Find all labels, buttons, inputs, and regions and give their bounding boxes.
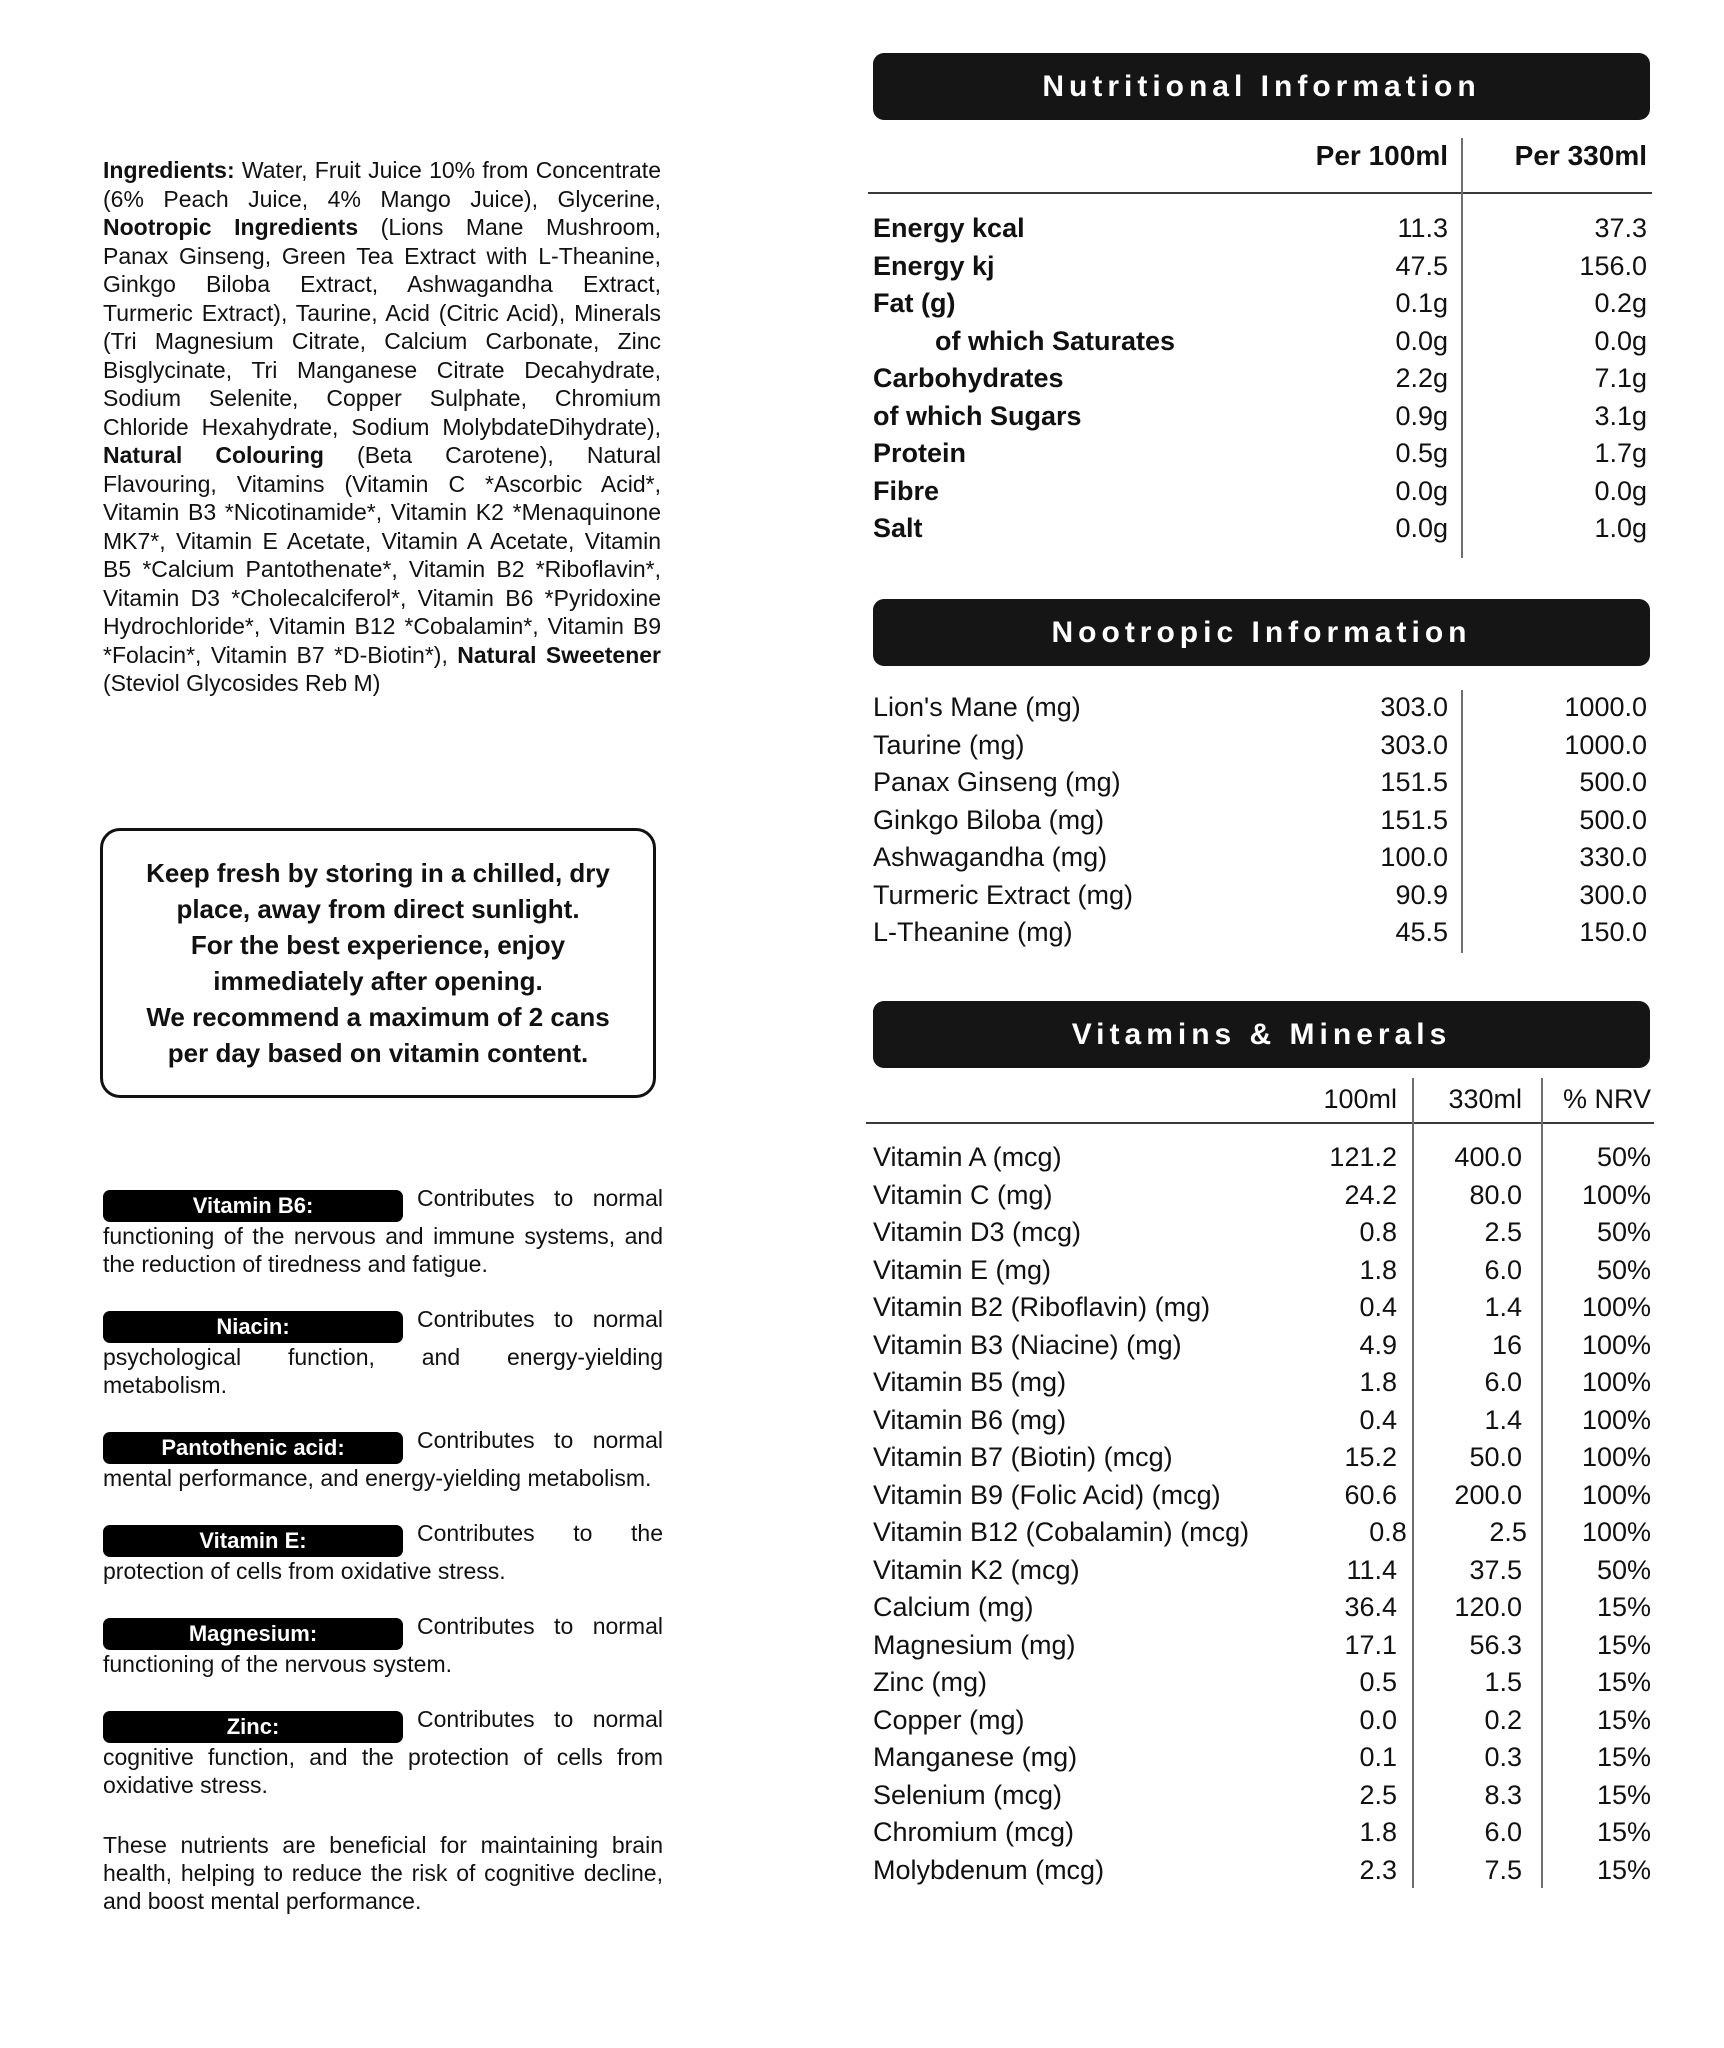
nutrient-label: of which Saturates <box>935 325 1176 356</box>
table-row <box>873 1439 1653 1477</box>
col-header-per-100ml: Per 100ml <box>1315 140 1448 171</box>
vitamin-label: Vitamin D3 (mcg) <box>873 1217 1082 1247</box>
nrv-value: 15% <box>1596 1742 1651 1772</box>
storage-notice-line: Keep fresh by storing in a chilled, dry place, away from direct sunlight. <box>146 858 610 924</box>
benefit-label: Vitamin E: <box>103 1525 403 1557</box>
nrv-value: 50% <box>1596 1217 1651 1247</box>
benefit-text: Contributes to normal cognitive function, and the protection of cells from oxidative stress. <box>103 1706 663 1798</box>
col-header-per-330ml: Per 330ml <box>1514 140 1647 171</box>
benefit-item-pantothenic-acid <box>103 1426 663 1492</box>
nootropic-label: Turmeric Extract (mg) <box>873 879 1134 910</box>
mineral-label: Selenium (mcg) <box>873 1779 1063 1810</box>
per-100ml-value: 1.8 <box>1359 1367 1397 1397</box>
benefit-label: Pantothenic acid: <box>103 1432 403 1464</box>
per-100ml-value: 303.0 <box>1380 729 1448 760</box>
vitamins-minerals-title-bar <box>873 1001 1650 1068</box>
mineral-label: Manganese (mg) <box>873 1742 1078 1772</box>
table-row <box>873 1739 1653 1777</box>
nutrient-label: Fibre <box>873 475 940 506</box>
per-330ml-value: 1.4 <box>1484 1292 1522 1322</box>
nrv-value: 15% <box>1596 1629 1651 1660</box>
nootropic-label: Taurine (mg) <box>873 729 1025 760</box>
benefit-item-niacin <box>103 1305 663 1399</box>
benefit-text: Contributes to normal functioning of the nervous and immune systems, and the reduction of tiredness and fatigue. <box>103 1185 663 1277</box>
nutrition-title: Nutritional Information <box>1042 69 1481 103</box>
vitamins-minerals-title: Vitamins & Minerals <box>1071 1017 1452 1051</box>
nrv-value: 50% <box>1596 1142 1651 1172</box>
nrv-value: 100% <box>1581 1404 1651 1435</box>
per-100ml-value: 47.5 <box>1395 250 1448 281</box>
per-100ml-value: 121.2 <box>1329 1142 1397 1172</box>
per-100ml-value: 45.5 <box>1395 917 1448 947</box>
nootropic-label: Ashwagandha (mg) <box>873 842 1108 872</box>
ingredients-text: Water, Fruit Juice 10% from Concentrate (6% Peach Juice, 4% Mango Juice), Glycerine, <box>103 157 661 212</box>
table-row <box>873 435 1650 473</box>
nutrition-table <box>873 210 1650 548</box>
vitamin-label: Vitamin C (mg) <box>873 1179 1053 1210</box>
nrv-value: 15% <box>1596 1817 1651 1847</box>
benefit-label: Vitamin B6: <box>103 1190 403 1222</box>
per-330ml-value: 6.0 <box>1484 1367 1522 1397</box>
table-row <box>873 1664 1653 1702</box>
per-100ml-value: 151.5 <box>1380 767 1448 797</box>
per-330ml-value: 16 <box>1491 1329 1522 1360</box>
per-100ml-value: 0.1 <box>1359 1742 1397 1772</box>
nutrient-label: Energy kcal <box>873 213 1025 243</box>
nootropic-ingredients-heading: Nootropic Ingredients <box>103 214 359 240</box>
per-330ml-value: 500.0 <box>1579 767 1647 797</box>
per-330ml-value: 1.7g <box>1594 438 1647 468</box>
vitamins-column-headers <box>873 1078 1653 1120</box>
table-row <box>873 1364 1653 1402</box>
table-row <box>873 1589 1653 1627</box>
per-100ml-value: 0.1g <box>1395 288 1448 318</box>
table-row <box>873 248 1650 286</box>
vitamin-label: Vitamin B6 (mg) <box>873 1404 1067 1435</box>
nootropic-title: Nootropic Information <box>1051 615 1472 649</box>
table-row <box>873 1627 1653 1665</box>
benefit-text: Contributes to normal functioning of the nervous system. <box>103 1613 663 1677</box>
table-row <box>873 1402 1653 1440</box>
per-330ml-value: 330.0 <box>1579 842 1647 872</box>
table-row <box>873 727 1650 765</box>
mineral-label: Copper (mg) <box>873 1704 1025 1735</box>
benefit-label: Zinc: <box>103 1711 403 1743</box>
per-330ml-value: 1000.0 <box>1564 729 1647 760</box>
nrv-value: 50% <box>1596 1554 1651 1585</box>
nootropic-label: Panax Ginseng (mg) <box>873 767 1121 797</box>
per-330ml-value: 3.1g <box>1594 400 1647 431</box>
per-330ml-value: 400.0 <box>1454 1142 1522 1172</box>
per-100ml-value: 11.4 <box>1346 1554 1397 1585</box>
table-row <box>873 1289 1653 1327</box>
per-100ml-value: 2.3 <box>1359 1854 1397 1885</box>
mineral-label: Zinc (mg) <box>873 1667 987 1697</box>
nrv-value: 100% <box>1581 1517 1652 1547</box>
table-row <box>873 914 1650 952</box>
table-row <box>873 1552 1653 1590</box>
per-330ml-value: 200.0 <box>1454 1479 1522 1510</box>
vitamin-label: Vitamin A (mcg) <box>873 1142 1062 1172</box>
per-330ml-value: 37.5 <box>1469 1554 1522 1585</box>
per-330ml-value: 1.4 <box>1484 1404 1522 1435</box>
per-330ml-value: 8.3 <box>1484 1779 1522 1810</box>
benefits-section <box>103 1184 663 1915</box>
per-100ml-value: 0.9g <box>1395 400 1448 431</box>
vitamins-minerals-table <box>873 1139 1653 1889</box>
table-row <box>873 1252 1653 1290</box>
benefit-text: Contributes to normal psychological function, and energy-yielding metabolism. <box>103 1306 663 1398</box>
per-100ml-value: 60.6 <box>1344 1479 1397 1510</box>
per-330ml-value: 2.5 <box>1484 1217 1522 1247</box>
per-100ml-value: 0.5g <box>1395 438 1448 468</box>
table-row <box>873 1327 1653 1365</box>
col-header-330ml: 330ml <box>1448 1084 1522 1114</box>
per-330ml-value: 0.2g <box>1594 288 1647 318</box>
ingredients-text: (Beta Carotene), Natural Flavouring, Vitamins (Vitamin C *Ascorbic Acid*, Vitamin B3 *Nicotinamide*, Vitamin K2 *Menaquinone MK7*, Vitamin E Acetate, Vitamin A Acetate, Vitamin B5 *Calcium Pantothenate*, Vitamin B2 *Riboflavin*, Vitamin D3 *Cholecalciferol*, Vitamin B6 *Pyridoxine Hydrochloride*, Vitamin B12 *Cobalamin*, Vitamin B9 *Folacin*, Vitamin B7 *D-Biotin*), <box>103 442 661 668</box>
table-row <box>873 802 1650 840</box>
benefit-text: Contributes to normal mental performance, and energy-yielding metabolism. <box>103 1427 663 1491</box>
per-330ml-value: 500.0 <box>1579 804 1647 835</box>
column-header-row <box>873 1078 1653 1120</box>
per-330ml-value: 7.1g <box>1594 363 1647 393</box>
nrv-value: 100% <box>1581 1479 1651 1510</box>
per-330ml-value: 0.2 <box>1484 1704 1522 1735</box>
nrv-value: 100% <box>1581 1292 1651 1322</box>
vitamin-label: Vitamin B7 (Biotin) (mcg) <box>873 1442 1173 1472</box>
per-330ml-value: 120.0 <box>1454 1592 1522 1622</box>
header-rule <box>866 1122 1654 1124</box>
per-100ml-value: 2.5 <box>1359 1779 1397 1810</box>
benefit-label: Magnesium: <box>103 1618 403 1650</box>
per-100ml-value: 2.2g <box>1395 363 1448 393</box>
storage-notice-line: We recommend a maximum of 2 cans per day based on vitamin content. <box>146 1002 610 1068</box>
benefit-text: Contributes to the protection of cells from oxidative stress. <box>103 1520 663 1584</box>
table-row <box>873 1814 1653 1852</box>
table-row <box>873 1177 1653 1215</box>
natural-sweetener-heading: Natural Sweetener <box>457 641 661 668</box>
table-row <box>873 473 1650 511</box>
per-100ml-value: 0.0g <box>1395 513 1448 543</box>
benefits-summary: These nutrients are beneficial for maintaining brain health, helping to reduce the risk of cognitive decline, and boost mental performance. <box>103 1832 663 1914</box>
per-330ml-value: 6.0 <box>1484 1817 1522 1847</box>
per-100ml-value: 151.5 <box>1380 804 1448 835</box>
header-rule <box>868 192 1652 194</box>
per-330ml-value: 37.3 <box>1594 213 1647 243</box>
vitamin-label: Vitamin K2 (mcg) <box>873 1554 1080 1585</box>
per-100ml-value: 1.8 <box>1359 1817 1397 1847</box>
table-row <box>873 1214 1653 1252</box>
per-100ml-value: 1.8 <box>1359 1254 1397 1285</box>
storage-notice-line: For the best experience, enjoy immediately after opening. <box>190 930 566 996</box>
per-330ml-value: 2.5 <box>1489 1517 1527 1547</box>
per-100ml-value: 0.4 <box>1359 1292 1397 1322</box>
nrv-value: 100% <box>1581 1442 1651 1472</box>
col-header-nrv: % NRV <box>1562 1084 1651 1114</box>
benefit-label: Niacin: <box>103 1311 403 1343</box>
mineral-label: Chromium (mcg) <box>873 1817 1075 1847</box>
table-row <box>873 210 1650 248</box>
per-330ml-value: 300.0 <box>1579 879 1647 910</box>
per-330ml-value: 0.3 <box>1484 1742 1522 1772</box>
ingredients-text: (Lions Mane Mushroom, Panax Ginseng, Green Tea Extract with L-Theanine, Ginkgo Biloba Extract, Ashwagandha Extract, Turmeric Extract), Taurine, Acid (Citric Acid), Minerals (Tri Magnesium Citrate, Calcium Carbonate, Zinc Bisglycinate, Tri Manganese Citrate Decahydrate, Sodium Selenite, Copper Sulphate, Chromium Chloride Hexahydrate, Sodium MolybdateDihydrate), <box>103 214 661 440</box>
benefit-item-zinc <box>103 1705 663 1799</box>
table-row <box>873 689 1650 727</box>
per-100ml-value: 0.8 <box>1369 1517 1407 1547</box>
per-100ml-value: 0.0g <box>1395 325 1448 356</box>
benefit-item-magnesium <box>103 1612 663 1678</box>
nrv-value: 15% <box>1596 1592 1651 1622</box>
per-330ml-value: 80.0 <box>1469 1179 1522 1210</box>
per-330ml-value: 1.5 <box>1484 1667 1522 1697</box>
per-330ml-value: 56.3 <box>1469 1629 1522 1660</box>
per-100ml-value: 17.1 <box>1344 1629 1397 1660</box>
per-100ml-value: 0.5 <box>1359 1667 1397 1697</box>
nutrient-label: Carbohydrates <box>873 363 1064 393</box>
per-330ml-value: 0.0g <box>1594 475 1647 506</box>
nootropic-label: Ginkgo Biloba (mg) <box>873 804 1105 835</box>
mineral-label: Magnesium (mg) <box>873 1629 1076 1660</box>
benefit-item-vitamin-e <box>103 1519 663 1585</box>
storage-notice <box>100 828 656 1098</box>
per-100ml-value: 303.0 <box>1380 692 1448 722</box>
nrv-value: 100% <box>1581 1367 1651 1397</box>
per-100ml-value: 4.9 <box>1359 1329 1397 1360</box>
per-330ml-value: 1.0g <box>1594 513 1647 543</box>
nutrient-label: Energy kj <box>873 250 995 281</box>
nootropic-table <box>873 689 1650 952</box>
per-330ml-value: 6.0 <box>1484 1254 1522 1285</box>
per-100ml-value: 15.2 <box>1344 1442 1397 1472</box>
per-330ml-value: 0.0g <box>1594 325 1647 356</box>
nrv-value: 100% <box>1581 1329 1651 1360</box>
table-row <box>873 1777 1653 1815</box>
nutrient-label: of which Sugars <box>873 400 1082 431</box>
table-row <box>873 1514 1653 1552</box>
per-100ml-value: 36.4 <box>1344 1592 1397 1622</box>
table-row <box>873 877 1650 915</box>
mineral-label: Molybdenum (mcg) <box>873 1854 1105 1885</box>
table-row <box>873 839 1650 877</box>
per-330ml-value: 7.5 <box>1484 1854 1522 1885</box>
vitamin-label: Vitamin B3 (Niacine) (mg) <box>873 1329 1182 1360</box>
ingredients-paragraph <box>103 156 661 698</box>
nootropic-title-bar <box>873 599 1650 666</box>
per-330ml-value: 156.0 <box>1579 250 1647 281</box>
nrv-value: 15% <box>1596 1854 1651 1885</box>
table-row <box>873 323 1650 361</box>
per-100ml-value: 90.9 <box>1395 879 1448 910</box>
table-row <box>873 1702 1653 1740</box>
nootropic-label: Lion's Mane (mg) <box>873 692 1081 722</box>
vitamin-label: Vitamin E (mg) <box>873 1254 1052 1285</box>
vitamin-label: Vitamin B9 (Folic Acid) (mcg) <box>873 1479 1221 1510</box>
ingredients-text: (Steviol Glycosides Reb M) <box>103 670 381 696</box>
per-330ml-value: 50.0 <box>1469 1442 1522 1472</box>
nutrient-label: Fat (g) <box>873 288 956 318</box>
per-100ml-value: 0.8 <box>1359 1217 1397 1247</box>
table-row <box>873 360 1650 398</box>
per-100ml-value: 24.2 <box>1344 1179 1397 1210</box>
nutrient-label: Salt <box>873 513 923 543</box>
per-330ml-value: 150.0 <box>1579 917 1647 947</box>
per-330ml-value: 1000.0 <box>1564 692 1647 722</box>
vitamin-label: Vitamin B5 (mg) <box>873 1367 1067 1397</box>
nrv-value: 50% <box>1596 1254 1651 1285</box>
table-row <box>873 510 1650 548</box>
table-row <box>873 1139 1653 1177</box>
nutrition-column-headers <box>873 134 1650 178</box>
table-row <box>873 1852 1653 1890</box>
benefit-item-vitamin-b6 <box>103 1184 663 1278</box>
natural-colouring-heading: Natural Colouring <box>103 442 324 468</box>
nutrition-title-bar <box>873 53 1650 120</box>
vitamin-label: Vitamin B12 (Cobalamin) (mcg) <box>873 1517 1250 1547</box>
column-header-row <box>873 134 1650 178</box>
nutrient-label: Protein <box>873 438 967 468</box>
nrv-value: 100% <box>1581 1179 1651 1210</box>
per-100ml-value: 0.0 <box>1359 1704 1397 1735</box>
mineral-label: Calcium (mg) <box>873 1592 1034 1622</box>
per-100ml-value: 0.4 <box>1359 1404 1397 1435</box>
nrv-value: 15% <box>1596 1704 1651 1735</box>
ingredients-heading: Ingredients: <box>103 157 235 183</box>
nootropic-label: L-Theanine (mg) <box>873 917 1073 947</box>
table-row <box>873 1477 1653 1515</box>
table-row <box>873 285 1650 323</box>
per-100ml-value: 11.3 <box>1397 213 1448 243</box>
table-row <box>873 764 1650 802</box>
vitamin-label: Vitamin B2 (Riboflavin) (mg) <box>873 1292 1211 1322</box>
per-100ml-value: 0.0g <box>1395 475 1448 506</box>
per-100ml-value: 100.0 <box>1380 842 1448 872</box>
col-header-100ml: 100ml <box>1323 1084 1397 1114</box>
nrv-value: 15% <box>1596 1779 1651 1810</box>
nrv-value: 15% <box>1596 1667 1651 1697</box>
table-row <box>873 398 1650 436</box>
